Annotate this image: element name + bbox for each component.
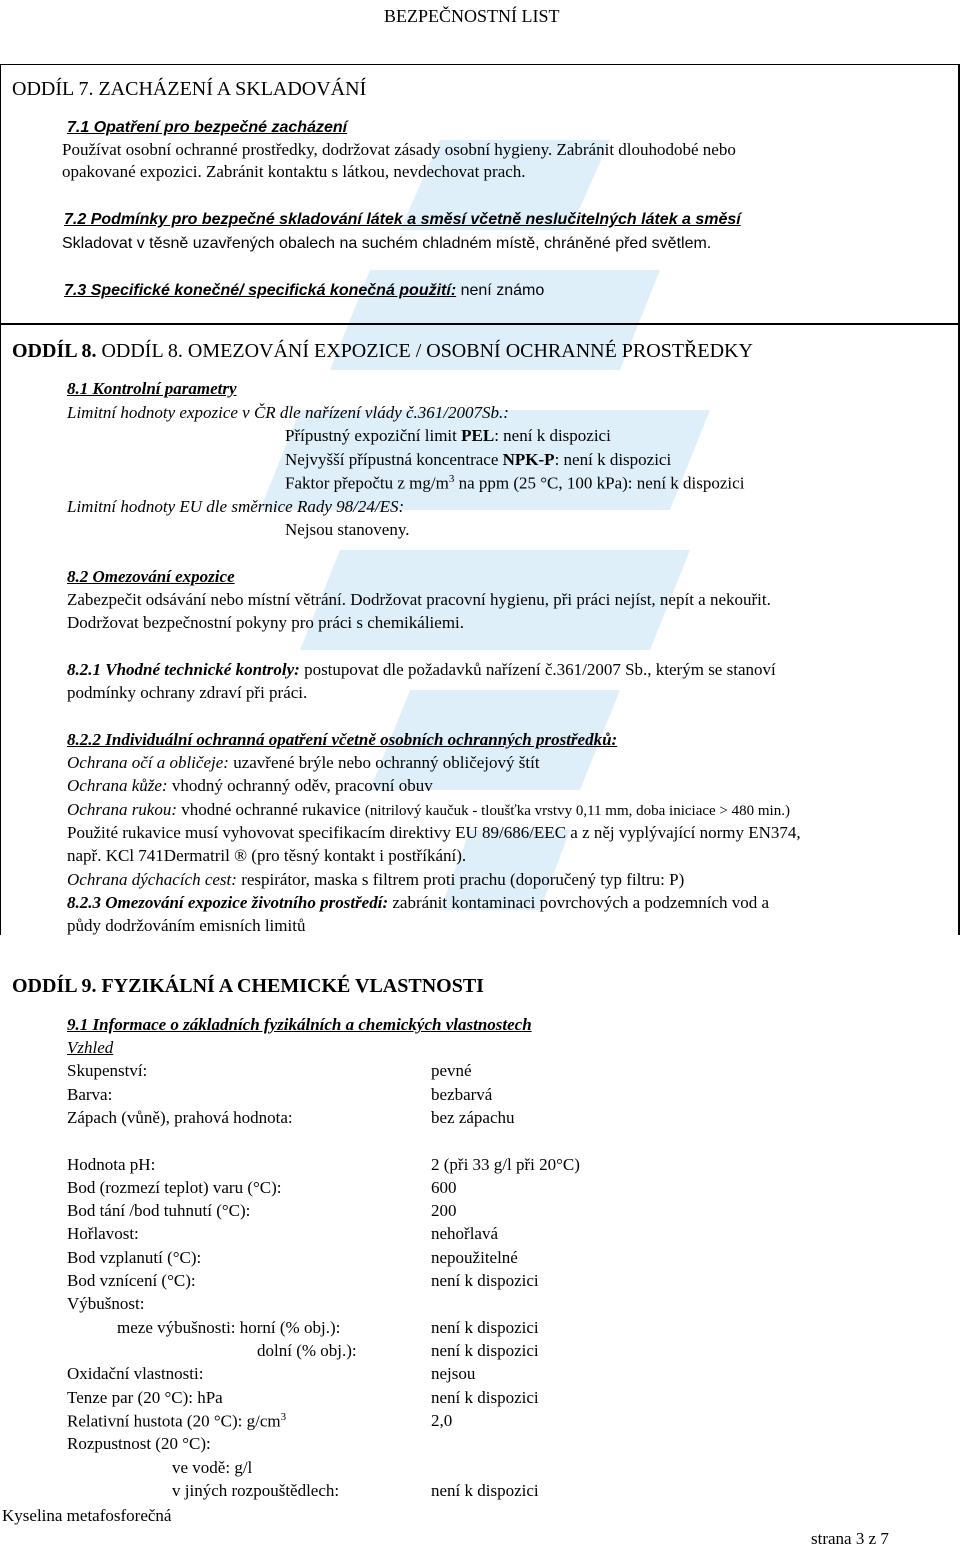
property-label <box>67 1155 155 1175</box>
eyes-line <box>67 753 540 773</box>
document-header-title: BEZPEČNOSTNÍ LIST <box>384 6 560 26</box>
property-label <box>67 1224 139 1244</box>
property-label-text: Zápach (vůně), prahová hodnota: <box>67 1108 293 1127</box>
property-label <box>67 1108 293 1128</box>
pel-line <box>285 426 611 446</box>
property-label-sup: 3 <box>280 1411 287 1423</box>
property-label-text: Výbušnost: <box>67 1294 145 1313</box>
resp-line <box>67 870 684 890</box>
property-value: 2,0 <box>431 1411 453 1430</box>
section-8-num: ODDÍL 8. <box>12 340 97 362</box>
property-label-text: ve vodě: g/l <box>172 1458 253 1477</box>
s81-heading: 8.1 Kontrolní parametry <box>67 379 237 398</box>
s73-line <box>64 282 544 300</box>
property-label <box>67 1271 196 1291</box>
property-label-text: v jiných rozpouštědlech: <box>172 1481 340 1500</box>
property-value: pevné <box>431 1061 472 1080</box>
s82-line-2: Dodržovat bezpečnostní pokyny pro práci s chemikáliemi. <box>67 613 465 632</box>
s71-line-2: opakované expozici. Zabránit kontaktu s látkou, nevdechovat prach. <box>62 162 526 181</box>
property-label-text: Oxidační vlastnosti: <box>67 1364 204 1383</box>
npk-label: Nejvyšší přípustná koncentrace <box>285 450 503 469</box>
property-label <box>257 1341 357 1361</box>
property-value: není k dispozici <box>431 1388 539 1407</box>
property-value: 2 (při 33 g/l při 20°C) <box>431 1155 580 1174</box>
property-label <box>67 1248 201 1268</box>
npk-line <box>285 450 671 470</box>
property-value: bezbarvá <box>431 1085 493 1104</box>
npk-abbr: NPK-P <box>502 450 555 469</box>
property-value: není k dispozici <box>431 1341 539 1360</box>
s71-heading: 7.1 Opatření pro bezpečné zacházení <box>67 119 348 136</box>
pel-abbr: PEL <box>461 426 495 445</box>
gloves-line-1: Použité rukavice musí vyhovovat specifikacím direktivy EU 89/686/EEC a z něj vyplývající normy EN374, <box>67 823 801 842</box>
s91-heading: 9.1 Informace o základních fyzikálních a chemických vlastnostech <box>67 1015 532 1034</box>
s73-value: není známo <box>456 282 545 299</box>
s71-line-1: Používat osobní ochranné prostředky, dodržovat zásady osobní hygieny. Zabránit dlouhodobé nebo <box>62 140 736 159</box>
property-label-text: meze výbušnosti: horní (% obj.): <box>117 1318 341 1337</box>
property-value: 200 <box>431 1201 457 1220</box>
pel-value: : není k dispozici <box>494 426 611 445</box>
skin-label: Ochrana kůže: <box>67 776 168 795</box>
s823-text: zabránit kontaminaci povrchových a podzemních vod a <box>388 893 770 912</box>
vzhled-heading: Vzhled <box>67 1038 114 1057</box>
s72-line-1: Skladovat v těsně uzavřených obalech na suchém chladném místě, chráněné před světlem. <box>62 235 712 252</box>
eyes-label: Ochrana očí a obličeje: <box>67 753 229 772</box>
s821-line-1 <box>67 660 776 680</box>
hands-value: vhodné ochranné rukavice <box>177 800 365 819</box>
gloves-line-2: např. KCl 741Dermatril ® (pro těsný kontakt i postříkání). <box>67 846 467 865</box>
property-label-text: Relativní hustota (20 °C): g/cm <box>67 1411 281 1431</box>
property-label-text: Barva: <box>67 1085 113 1104</box>
section-8-title <box>12 340 753 363</box>
hands-label: Ochrana rukou: <box>67 800 178 819</box>
property-label <box>67 1061 147 1081</box>
property-value: nejsou <box>431 1364 476 1383</box>
property-label-text: dolní (% obj.): <box>257 1341 357 1360</box>
factor-sup: 3 <box>448 473 455 485</box>
property-label-text: Rozpustnost (20 °C): <box>67 1434 211 1453</box>
property-label <box>67 1085 112 1105</box>
property-value: nehořlavá <box>431 1224 499 1243</box>
property-value: nepoužitelné <box>431 1248 518 1267</box>
property-value: není k dispozici <box>431 1318 539 1337</box>
factor-value: na ppm (25 °C, 100 kPa): není k dispozici <box>454 473 745 493</box>
property-value: 600 <box>431 1178 457 1197</box>
s82-heading: 8.2 Omezování expozice <box>67 567 235 586</box>
section-7-title: ODDÍL 7. ZACHÁZENÍ A SKLADOVÁNÍ <box>12 78 367 100</box>
skin-line <box>67 776 433 796</box>
s821-heading: 8.2.1 Vhodné technické kontroly: <box>67 660 300 679</box>
property-value: bez zápachu <box>431 1108 515 1127</box>
hands-detail: (nitrilový kaučuk - tloušťka vrstvy 0,11 mm, doba iniciace > 480 min.) <box>364 803 790 819</box>
property-value: není k dispozici <box>431 1271 539 1290</box>
property-label <box>67 1388 223 1408</box>
property-label <box>67 1411 286 1432</box>
factor-line <box>285 473 744 494</box>
s823-line-1 <box>67 893 769 913</box>
s821-text: postupovat dle požadavků nařízení č.361/2007 Sb., kterým se stanoví <box>299 660 776 679</box>
s73-heading: 7.3 Specifické konečné/ specifická konečná použití: <box>64 282 457 299</box>
section-8-name: ODDÍL 8. OMEZOVÁNÍ EXPOZICE / OSOBNÍ OCHRANNÉ PROSTŘEDKY <box>101 340 753 362</box>
property-value: není k dispozici <box>431 1481 539 1500</box>
property-label <box>172 1458 252 1478</box>
eyes-value: uzavřené brýle nebo ochranný obličejový štít <box>228 753 540 772</box>
s821-line-2: podmínky ochrany zdraví při práci. <box>67 683 308 702</box>
property-label <box>172 1481 339 1501</box>
property-label-text: Tenze par (20 °C): hPa <box>67 1388 223 1407</box>
footer-product: Kyselina metafosforečná <box>2 1506 172 1525</box>
eu-value: Nejsou stanoveny. <box>285 520 410 539</box>
property-label-text: Bod vznícení (°C): <box>67 1271 196 1290</box>
resp-value: respirátor, maska s filtrem proti prachu (doporučený typ filtru: P) <box>236 870 685 889</box>
s823-line-2: půdy dodržováním emisních limitů <box>67 916 306 935</box>
s82-line-1: Zabezpečit odsávání nebo místní větrání. Dodržovat pracovní hygienu, při práci nejíst, nepít a nekouřit. <box>67 590 771 609</box>
property-label <box>67 1434 211 1454</box>
property-label-text: Bod tání /bod tuhnutí (°C): <box>67 1201 251 1220</box>
property-label <box>67 1178 282 1198</box>
section-9-title: ODDÍL 9. FYZIKÁLNÍ A CHEMICKÉ VLASTNOSTI <box>12 975 484 997</box>
pel-label: Přípustný expoziční limit <box>285 426 462 445</box>
property-label-text: Hodnota pH: <box>67 1155 156 1174</box>
skin-value: vhodný ochranný oděv, pracovní obuv <box>167 776 433 795</box>
hands-line <box>67 800 790 820</box>
s822-heading: 8.2.2 Individuální ochranná opatření včetně osobních ochranných prostředků: <box>67 730 618 749</box>
s72-heading: 7.2 Podmínky pro bezpečné skladování látek a směsí včetně neslučitelných látek a směsí <box>64 211 741 228</box>
property-label <box>117 1318 340 1338</box>
resp-label: Ochrana dýchacích cest: <box>67 870 237 889</box>
footer-page: strana 3 z 7 <box>811 1529 889 1548</box>
property-label <box>67 1201 250 1221</box>
property-label-text: Bod vzplanutí (°C): <box>67 1248 202 1267</box>
factor-label: Faktor přepočtu z mg/m <box>285 473 449 493</box>
s823-heading: 8.2.3 Omezování expozice životního prostředí: <box>67 893 389 912</box>
eu-limits: Limitní hodnoty EU dle směrnice Rady 98/24/ES: <box>67 497 405 516</box>
s81-limits: Limitní hodnoty expozice v ČR dle nařízení vlády č.361/2007Sb.: <box>67 403 509 422</box>
npk-value: : není k dispozici <box>554 450 672 469</box>
property-label <box>67 1294 144 1314</box>
property-label-text: Hořlavost: <box>67 1224 139 1243</box>
property-label-text: Bod (rozmezí teplot) varu (°C): <box>67 1178 282 1197</box>
property-label-text: Skupenství: <box>67 1061 148 1080</box>
property-label <box>67 1364 203 1384</box>
